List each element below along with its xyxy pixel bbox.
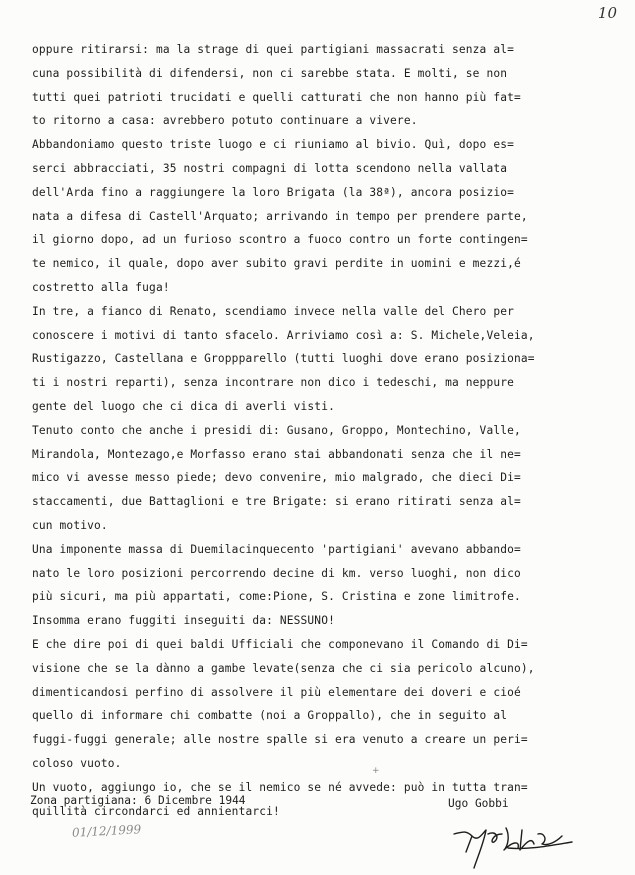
text-line: coloso vuoto. [32,756,122,770]
text-line: E che dire poi di quei baldi Ufficiali che componevano il Comando di Di= [32,637,528,651]
text-line: staccamenti, due Battaglioni e tre Brigate: si erano ritirati senza al= [32,495,521,509]
text-line: oppure ritirarsi: ma la strage di quei partigiani massacrati senza al= [32,43,514,56]
text-line: In tre, a fianco di Renato, scendiamo invece nella valle del Chero per [32,304,514,318]
text-line: mico vi avesse messo piede; devo convenire, mio malgrado, che dieci Di= [32,471,521,485]
author-name: Ugo Gobbi [448,797,509,810]
text-line: Insomma erano fuggiti inseguiti da: NESSUNO! [32,614,335,628]
text-line: serci abbracciati, 35 nostri compagni di lotta scendono nella vallata [32,161,508,175]
text-line: dell'Arda fino a raggiungere la loro Brigata (la 38ª), ancora posizio= [32,185,514,199]
text-line: to ritorno a casa: avrebbero potuto continuare a vivere. [32,114,418,128]
text-line: ti i nostri reparti), senza incontrare non dico i tedeschi, ma neppure [32,376,514,390]
text-line: gente del luogo che ci dica di averli visti. [32,399,335,413]
body-text [32,38,612,823]
text-line: Mirandola, Montezago,e Morfasso erano stai abbandonati senza che il ne= [32,447,521,461]
text-line: cuna possibilità di difendersi, non ci sarebbe stata. E molti, se non [32,66,508,80]
text-line: nata a difesa di Castell'Arquato; arrivando in tempo per prendere parte, [32,209,528,223]
text-line: quello di informare chi combatte (noi a Groppallo), che in seguito al [32,709,508,723]
text-line: nato le loro posizioni percorrendo decine di km. verso luoghi, non dico [32,566,521,580]
text-line: Abbandoniamo questo triste luogo e ci riuniamo al bivio. Quì, dopo es= [32,138,514,152]
text-line: dimenticandosi perfino di assolvere il più elementare dei doveri e cioé [32,685,521,699]
text-line: Una imponente massa di Duemilacinquecento 'partigiani' avevano abbando= [32,542,521,556]
text-line: più sicuri, ma più appartati, come:Pione, S. Cristina e zone limitrofe. [32,590,521,604]
handwritten-date: 01/12/1999 [71,822,142,840]
text-line: il giorno dopo, ad un furioso scontro a fuoco contro un forte contingen= [32,233,528,247]
text-line: Rustigazzo, Castellana e Groppparello (tutti luoghi dove erano posiziona= [32,352,535,366]
text-line: tutti quei patrioti trucidati e quelli catturati che non hanno più fat= [32,90,521,104]
text-line: te nemico, il quale, dopo aver subito gravi perdite in uomini e mezzi,é [32,257,521,271]
tick-mark: + [372,766,380,776]
text-line: fuggi-fuggi generale; alle nostre spalle si era venuto a creare un peri= [32,733,528,747]
place-date: Zona partigiana: 6 Dicembre 1944 [30,794,246,807]
page-number: 10 [597,4,617,22]
text-line: cun motivo. [32,518,108,532]
signature [448,812,578,872]
text-line: visione che se la dànno a gambe levate(senza che ci sia pericolo alcuno), [32,661,535,675]
text-line: costretto alla fuga! [32,280,170,294]
text-line: quillità circondarci ed annientarci! [32,804,280,818]
text-line: Un vuoto, aggiungo io, che se il nemico se né avvede: può in tutta tran= [32,780,528,794]
text-line: conoscere i motivi di tanto sfacelo. Arriviamo così a: S. Michele,Veleia, [32,328,535,342]
text-line: Tenuto conto che anche i presidi di: Gusano, Groppo, Montechino, Valle, [32,423,521,437]
